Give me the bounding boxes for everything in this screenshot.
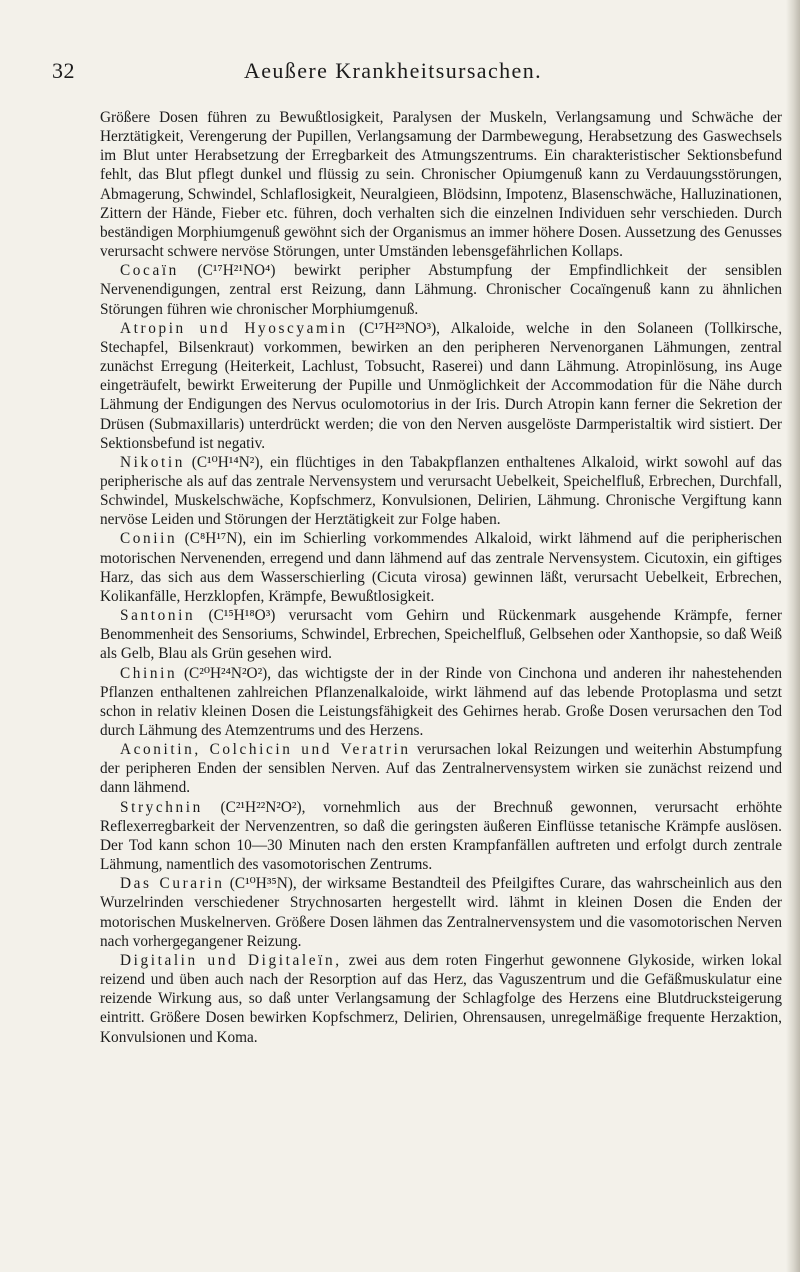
chemical-formula: (C¹⁰H³⁵N), — [229, 875, 297, 893]
paragraph-text: Größere Dosen führen zu Bewußtlosigkeit, Paralysen der Muskeln, Verlangsamung und Schwäche der Herztätigkeit, Verengerung der Pupillen, Verlangsamung der Darmbewegung, Herabsetzung des Gaswechsels im Blut unter Herabsetzung der Erregbarkeit des Atmungszentrums. Ein charakteristischer Sektionsbefund fehlt, das Blut pflegt dunkel und flüssig zu sein. Chronischer Opiumgenuß kann zu Verdauungsstörungen, Abmagerung, Schwindel, Schlaflosigkeit, Neuralgieen, Blödsinn, Impotenz, Blasenschwäche, Halluzinationen, Zittern der Hände, Fieber etc. führen, doch verhalten sich die einzelnen Individuen sehr verschieden. Durch beständigen Morphiumgenuß gewöhnt sich der Organismus an immer höhere Dosen. Aussetzung des Genusses verursacht schwere nervöse Störungen, unter Umständen lebensgefährlichen Kollaps. — [100, 109, 782, 261]
substance-term: Atropin und Hyoscyamin — [120, 319, 348, 337]
page-header — [52, 58, 734, 88]
paragraph-chinin — [100, 664, 782, 741]
chemical-formula: (C¹⁷H²¹NO⁴) — [197, 262, 276, 280]
substance-term: Das Curarin — [120, 875, 225, 893]
paragraph-aconitin — [100, 740, 782, 797]
paragraph-curarin — [100, 874, 782, 951]
substance-term: Aconitin, Colchicin und Veratrin — [120, 741, 411, 759]
paragraph-cocain — [100, 261, 782, 318]
paragraph-strychnin — [100, 798, 782, 875]
paragraph-text: ein flüchtiges in den Tabakpflanzen enthaltenes Alkaloid, wirkt sowohl auf das peripherische als auf das zentrale Nervensystem und verursacht Uebelkeit, Speichelfluß, Erbrechen, Durchfall, Schwindel, Muskelschwäche, Kopfschmerz, Konvulsionen, Delirien, Lähmung. Chronische Vergiftung kann nervöse Leiden und Störungen der Herztätigkeit zur Folge haben. — [100, 453, 783, 529]
paragraph-text: Alkaloide, welche in den Solaneen (Tollkirsche, Stechapfel, Bilsenkraut) vorkommen, bewirken an den peripheren Nervenorganen Lähmungen, zentral zunächst Erregung (Heiterkeit, Lachlust, Tobsucht, Raserei) und dann Lähmung. Atropinlösung, ins Auge eingeträufelt, bewirkt Erweiterung der Pupille und Unmöglichkeit der Accommodation für die Nähe durch Lähmung der Endigungen des Nervus oculomotorius in der Iris. Durch Atropin kann ferner die Sekretion der Drüsen (Submaxillaris) unterdrückt werden; die von den Nerven ausgelöste Darmperistaltik wird sistiert. Der Sektionsbefund ist negativ. — [100, 319, 783, 452]
substance-term: Cocaïn — [120, 262, 179, 280]
paragraph-digitalin — [100, 951, 782, 1047]
paragraph-coniin — [100, 529, 782, 606]
paragraph-nikotin — [100, 453, 782, 530]
chemical-formula: (C²¹H²²N²O²), — [220, 798, 306, 816]
body-text — [100, 108, 782, 1047]
paragraph-text: vornehmlich aus der Brechnuß gewonnen, verursacht erhöhte Reflexerregbarkeit der Nervenzentren, so daß die geringsten äußeren Einflüsse tetanische Krämpfe auslösen. Der Tod kann schon 10—30 Minuten nach den ersten Krampfanfällen auftreten und erfolgt durch zentrale Lähmung, namentlich des vasomotorischen Zentrums. — [100, 798, 782, 874]
paragraph-text: ein im Schierling vorkommendes Alkaloid, wirkt lähmend auf die peripherischen motorischen Nervenenden, erregend und dann lähmend auf das zentrale Nervensystem. Cicutoxin, ein giftiges Harz, das sich aus dem Wasserschierling (Cicuta virosa) gewinnen läßt, verursacht Uebelkeit, Erbrechen, Kolikanfälle, Herzklopfen, Krämpfe, Bewußtlosigkeit. — [100, 530, 782, 605]
running-title: Aeußere Krankheitsursachen. — [243, 58, 543, 83]
paragraph-text: das wichtigste der in der Rinde von Cinchona und anderen ihr nahestehenden Pflanzen enthaltenen zahlreichen Pflanzenalkaloide, wirkt lähmend auf das lebende Protoplasma und setzt schon in relativ kleinen Dosen die Leistungsfähigkeit des Gehirnes herab. Große Dosen verursachen den Tod durch Lähmung des Atemzentrums und des Herzens. — [100, 664, 783, 739]
page-number: 32 — [52, 58, 75, 83]
paragraph-text: der wirksame Bestandteil des Pfeilgiftes Curare, das wahrscheinlich aus den Wurzelrinden verschiedener Strychnosarten hergestellt wird. lähmt in kleinen Dosen die Enden der motorischen Muskelnerven. Größere Dosen lähmen das Zentralnervensystem und die vasomotorischen Nerven nach vorhergegangener Reizung. — [100, 875, 782, 950]
substance-term: Digitalin und Digitaleïn, — [120, 951, 342, 969]
chemical-formula: (C¹⁷H²³NO³), — [358, 319, 441, 337]
paragraph-text: verursachen lokal Reizungen und weiterhin Abstumpfung der peripheren Enden der sensiblen Nerven. Auf das Zentralnervensystem wirken sie zunächst reizend und dann lähmend. — [100, 741, 782, 797]
chemical-formula: (C¹⁰H¹⁴N²), — [191, 453, 264, 471]
substance-term: Santonin — [120, 607, 196, 625]
chemical-formula: (C¹⁵H¹⁸O³) — [208, 607, 276, 625]
substance-term: Nikotin — [120, 453, 185, 471]
chemical-formula: (C⁸H¹⁷N), — [184, 530, 247, 548]
paragraph-text: verursacht vom Gehirn und Rückenmark ausgehende Krämpfe, ferner Benommenheit des Sensoriums, Schwindel, Erbrechen, Speichelfluß, Gelbsehen oder Xanthopsie, so daß Weiß als Gelb, Blau als Grün gesehen wird. — [100, 607, 783, 663]
paragraph-text: bewirkt peripher Abstumpfung der Empfindlichkeit der sensiblen Nervenendigungen, zentral erst Reizung, dann Lähmung. Chronischer Cocaïngenuß kann zu ähnlichen Störungen führen wie chronischer Morphiumgenuß. — [100, 262, 783, 318]
paragraph-opium-effects — [100, 108, 782, 261]
page-edge-shadow — [786, 0, 800, 1272]
substance-term: Coniin — [120, 530, 178, 548]
paragraph-atropin — [100, 319, 782, 453]
paragraph-santonin — [100, 606, 782, 663]
substance-term: Chinin — [120, 664, 178, 682]
chemical-formula: (C²⁰H²⁴N²O²), — [183, 664, 272, 682]
substance-term: Strychnin — [120, 798, 203, 816]
paragraph-text: zwei aus dem roten Fingerhut gewonnene Glykoside, wirken lokal reizend und üben auch nach der Resorption auf das Herz, das Vaguszentrum und die Gefäßmuskulatur eine reizende Wirkung aus, so daß unter Verlangsamung der Schlagfolge des Herzens eine Blutdrucksteigerung eintritt. Größere Dosen bewirken Kopfschmerz, Delirien, Ohrensausen, unregelmäßige frequente Herzaktion, Konvulsionen und Koma. — [100, 951, 782, 1046]
